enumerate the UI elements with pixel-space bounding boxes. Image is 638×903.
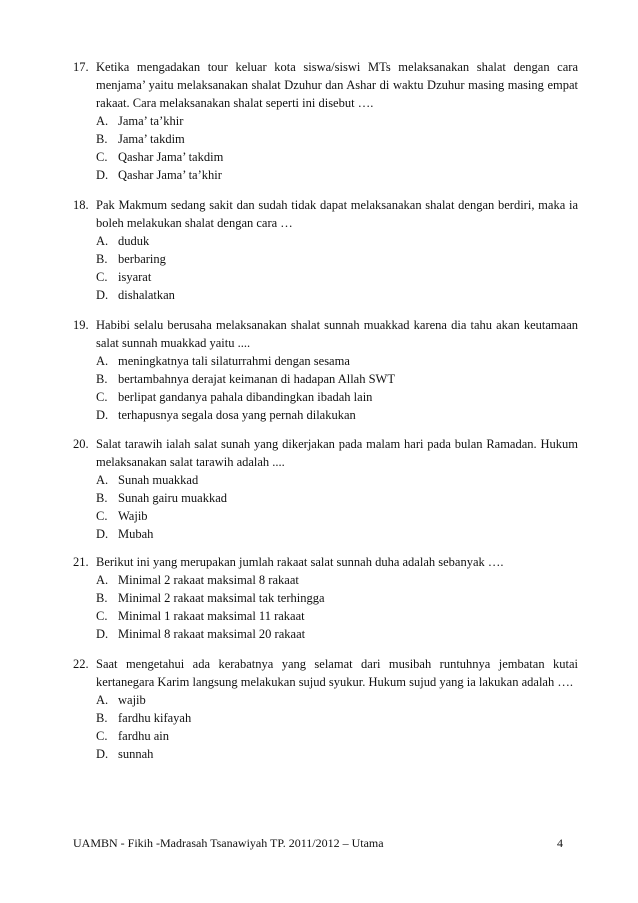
- option-a: [96, 232, 578, 250]
- option-letter: B.: [96, 252, 108, 266]
- option-letter: C.: [96, 609, 108, 623]
- option-b: [96, 130, 578, 148]
- option-a: [96, 471, 578, 489]
- option-text: Minimal 1 rakaat maksimal 11 rakaat: [118, 609, 305, 623]
- question-number: 21.: [73, 555, 89, 569]
- option-c: [96, 607, 578, 625]
- option-letter: A.: [96, 234, 109, 248]
- question-18: [73, 196, 578, 304]
- option-letter: B.: [96, 132, 108, 146]
- option-text: duduk: [118, 234, 150, 248]
- option-d: [96, 286, 578, 304]
- option-letter: A.: [96, 693, 109, 707]
- option-c: [96, 268, 578, 286]
- question-text: Berikut ini yang merupakan jumlah rakaat salat sunnah duha adalah sebanyak ….: [96, 555, 504, 569]
- option-text: Mubah: [118, 527, 154, 541]
- question-number: 19.: [73, 318, 89, 332]
- option-b: [96, 589, 578, 607]
- option-letter: D.: [96, 747, 109, 761]
- option-d: [96, 625, 578, 643]
- option-b: [96, 370, 578, 388]
- option-letter: B.: [96, 372, 108, 386]
- footer-text: UAMBN - Fikih -Madrasah Tsanawiyah TP. 2011/2012 – Utama: [73, 836, 384, 850]
- option-letter: C.: [96, 150, 108, 164]
- option-b: [96, 709, 578, 727]
- option-text: Wajib: [118, 509, 148, 523]
- option-text: meningkatnya tali silaturrahmi dengan sesama: [118, 354, 350, 368]
- option-text: dishalatkan: [118, 288, 175, 302]
- option-text: fardhu kifayah: [118, 711, 192, 725]
- question-22: [73, 655, 578, 763]
- option-d: [96, 525, 578, 543]
- option-b: [96, 489, 578, 507]
- option-text: Sunah muakkad: [118, 473, 199, 487]
- option-letter: C.: [96, 729, 108, 743]
- option-letter: A.: [96, 473, 109, 487]
- option-letter: A.: [96, 354, 109, 368]
- option-text: berbaring: [118, 252, 166, 266]
- option-letter: D.: [96, 168, 109, 182]
- option-a: [96, 352, 578, 370]
- question-number: 17.: [73, 60, 89, 74]
- option-letter: B.: [96, 491, 108, 505]
- option-letter: C.: [96, 270, 108, 284]
- option-letter: D.: [96, 408, 109, 422]
- option-text: Sunah gairu muakkad: [118, 491, 228, 505]
- option-d: [96, 166, 578, 184]
- option-text: Qashar Jama’ ta’khir: [118, 168, 222, 182]
- option-text: sunnah: [118, 747, 154, 761]
- option-text: Minimal 2 rakaat maksimal 8 rakaat: [118, 573, 299, 587]
- option-letter: A.: [96, 114, 109, 128]
- question-number: 18.: [73, 198, 89, 212]
- option-text: isyarat: [118, 270, 152, 284]
- option-text: fardhu ain: [118, 729, 170, 743]
- question-19: [73, 316, 578, 424]
- question-text: Saat mengetahui ada kerabatnya yang selamat dari musibah runtuhnya jembatan kutai kertanegara Karim langsung melakukan sujud syukur. Hukum sujud yang ia lakukan adalah ….: [96, 657, 578, 689]
- page-footer: [73, 836, 578, 851]
- option-c: [96, 507, 578, 525]
- option-a: [96, 112, 578, 130]
- option-b: [96, 250, 578, 268]
- option-text: Jama’ takdim: [118, 132, 185, 146]
- option-letter: D.: [96, 288, 109, 302]
- question-text: Ketika mengadakan tour keluar kota siswa/siswi MTs melaksanakan shalat dengan cara menjama’ yaitu melaksanakan shalat Dzuhur dan Ashar di waktu Dzuhur masing masing empat rakaat. Cara melaksanakan shalat seperti ini disebut ….: [96, 60, 578, 110]
- option-text: berlipat gandanya pahala dibandingkan ibadah lain: [118, 390, 373, 404]
- option-d: [96, 745, 578, 763]
- option-text: wajib: [118, 693, 146, 707]
- question-text: Habibi selalu berusaha melaksanakan shalat sunnah muakkad karena dia tahu akan keutamaan salat sunnah muakkad yaitu ....: [96, 318, 578, 350]
- option-text: Jama’ ta’khir: [118, 114, 184, 128]
- option-a: [96, 571, 578, 589]
- question-20: [73, 435, 578, 543]
- question-text: Salat tarawih ialah salat sunah yang dikerjakan pada malam hari pada bulan Ramadan. Hukum melaksanakan salat tarawih adalah ....: [96, 437, 578, 469]
- question-number: 20.: [73, 437, 89, 451]
- option-letter: D.: [96, 527, 109, 541]
- page-number: 4: [557, 836, 563, 850]
- option-text: Minimal 2 rakaat maksimal tak terhingga: [118, 591, 325, 605]
- option-letter: A.: [96, 573, 109, 587]
- option-text: Minimal 8 rakaat maksimal 20 rakaat: [118, 627, 306, 641]
- option-letter: D.: [96, 627, 109, 641]
- option-text: bertambahnya derajat keimanan di hadapan Allah SWT: [118, 372, 395, 386]
- question-number: 22.: [73, 657, 89, 671]
- option-text: terhapusnya segala dosa yang pernah dilakukan: [118, 408, 356, 422]
- option-c: [96, 148, 578, 166]
- option-letter: B.: [96, 711, 108, 725]
- option-text: Qashar Jama’ takdim: [118, 150, 224, 164]
- option-letter: B.: [96, 591, 108, 605]
- option-a: [96, 691, 578, 709]
- option-letter: C.: [96, 390, 108, 404]
- option-c: [96, 727, 578, 745]
- option-letter: C.: [96, 509, 108, 523]
- question-text: Pak Makmum sedang sakit dan sudah tidak dapat melaksanakan shalat dengan berdiri, maka ia boleh melakukan shalat dengan cara …: [96, 198, 578, 230]
- question-17: [73, 58, 578, 184]
- question-21: [73, 553, 578, 643]
- option-c: [96, 388, 578, 406]
- option-d: [96, 406, 578, 424]
